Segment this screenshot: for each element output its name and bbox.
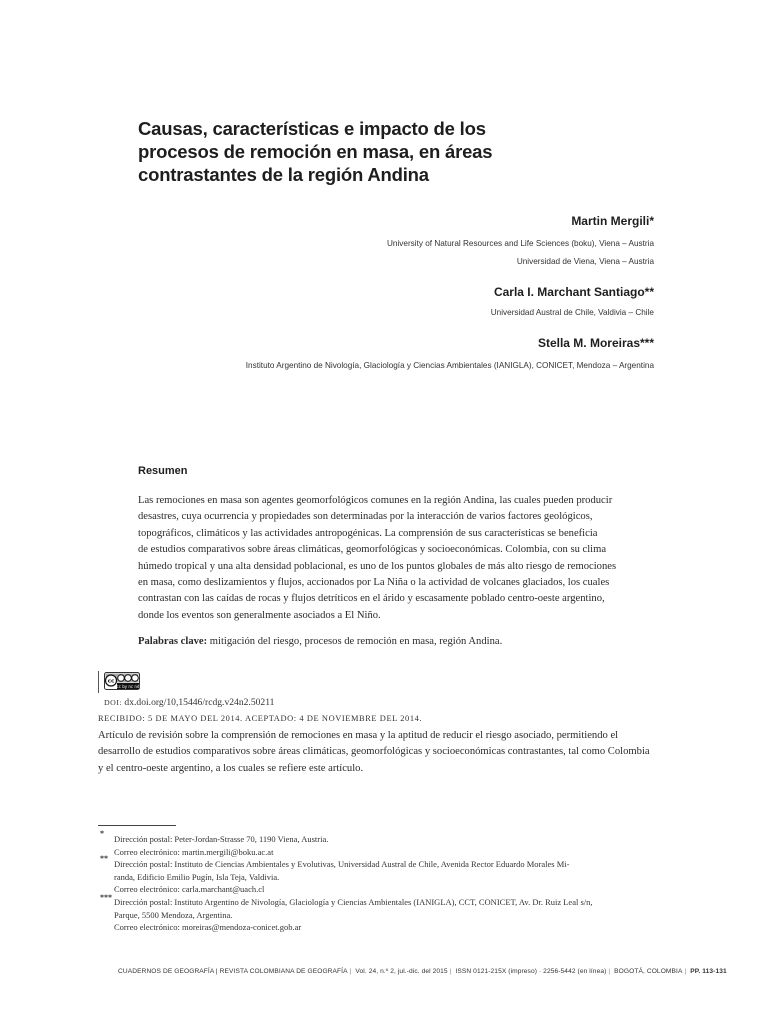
abstract-line: de estudios comparativos sobre áreas climáticas, geomorfológicas y socioeconómicas. Colombia, con su clima	[138, 544, 607, 556]
doi-value[interactable]: dx.doi.org/10,15446/rcdg.v24n2.50211	[122, 697, 275, 708]
author-name: Martin Mergili*	[571, 214, 654, 228]
author-affiliation: Universidad Austral de Chile, Valdivia – Chile	[490, 308, 654, 317]
abstract-line: topográficos, climáticos y las actividades antropogénicas. La comprensión de sus características se beneficia	[138, 527, 598, 539]
keywords	[138, 636, 502, 647]
author-name: Stella M. Moreiras***	[537, 336, 654, 350]
creative-commons-icon[interactable]	[104, 672, 140, 690]
footer-volume: Vol. 24, n.º 2, jul.-dic. del 2015	[355, 968, 448, 975]
journal-footer: CUADERNOS DE GEOGRAFÍA | REVISTA COLOMBIANA DE GEOGRAFÍA | Vol. 24, n.º 2, jul.-dic. del 2015 | ISSN 0121-215X (impreso) · 2256-5442 (en línea) | BOGOTÁ, COLOMBIA | PP. 113-131	[118, 968, 727, 975]
section-heading: Resumen	[138, 465, 188, 477]
doi-label: DOI:	[104, 698, 123, 707]
footer-issn: ISSN 0121-215X (impreso) · 2256-5442 (en línea)	[455, 968, 607, 975]
footnote-line: Correo electrónico: martin.mergili@boku.ac.at	[114, 846, 274, 857]
title-line: contrastantes de la región Andina	[138, 164, 429, 185]
author-name: Carla I. Marchant Santiago**	[493, 285, 654, 299]
author-affiliation: University of Natural Resources and Life Sciences (boku), Viena – Austria	[387, 239, 654, 248]
footnote-line: Correo electrónico: moreiras@mendoza-conicet.gob.ar	[114, 922, 302, 933]
abstract-line: húmedo tropical y una alta densidad poblacional, es uno de los puntos globales de más alto riesgo de remociones	[138, 560, 617, 572]
article-type	[98, 728, 698, 777]
footnote-line: Dirección postal: Instituto Argentino de Nivología, Glaciología y Ciencias Ambientales (IANIGLA), CCT, CONICET, Av. Dr. Ruiz Leal s/n,	[114, 897, 593, 907]
footnote-mark: *	[100, 829, 104, 838]
footnote	[114, 896, 593, 934]
footnote-line: Dirección postal: Instituto de Ciencias Ambientales y Evolutivas, Universidad Austral de Chile, Avenida Rector Eduardo Morales Mi-	[114, 859, 570, 869]
footnote-rule	[98, 825, 176, 826]
footer-city: BOGOTÁ, COLOMBIA	[614, 968, 683, 975]
license-divider	[98, 671, 99, 693]
received-dates: RECIBIDO: 5 DE MAYO DEL 2014. ACEPTADO: 4 DE NOVIEMBRE DEL 2014.	[98, 714, 423, 723]
title-line: Causas, características e impacto de los	[138, 118, 486, 139]
article-line: Artículo de revisión sobre la comprensión de remociones en masa y la aptitud de reducir el riesgo asociado, permitiendo el	[98, 730, 619, 741]
keywords-label: Palabras clave:	[138, 636, 208, 647]
abstract-line: en masa, como deslizamientos y flujos, accionados por La Niña o la actividad de volcanes glaciados, los cuales	[138, 577, 610, 589]
footnote-line: randa, Edificio Emilio Pugín, Isla Teja, Valdivia.	[114, 871, 280, 882]
footnote-line: Correo electrónico: carla.marchant@uach.cl	[114, 884, 265, 895]
svg-text:cc by nc nd: cc by nc nd	[116, 683, 140, 689]
footnote	[114, 858, 569, 896]
abstract-line: desastres, cuya ocurrencia y propiedades son determinadas por la interacción de varios factores geológicos,	[138, 511, 593, 523]
article-line: desarrollo de estudios comparativos sobre áreas climáticas, geomorfológicas y socioeconómicas contrastantes, tal como Colombia	[98, 746, 650, 758]
title-line: procesos de remoción en masa, en áreas	[138, 141, 493, 162]
abstract-line: donde los eventos son generalmente asociados a El Niño.	[138, 609, 381, 621]
footnote-mark: ***	[100, 893, 112, 902]
abstract-line: Las remociones en masa son agentes geomorfológicos comunes en la región Andina, las cuales pueden producir	[138, 495, 613, 506]
svg-text:cc: cc	[107, 678, 115, 685]
author-affiliation: Universidad de Viena, Viena – Austria	[516, 257, 654, 266]
abstract-body	[138, 493, 656, 624]
keywords-text: mitigación del riesgo, procesos de remoción en masa, región Andina.	[207, 636, 503, 647]
footnote-line: Parque, 5500 Mendoza, Argentina.	[114, 909, 233, 920]
abstract-line: contrastan con las caídas de rocas y flujos detríticos en el árido y escasamente poblado centro-oeste argentino,	[138, 593, 605, 605]
footer-journal: CUADERNOS DE GEOGRAFÍA | REVISTA COLOMBIANA DE GEOGRAFÍA	[118, 968, 348, 975]
footnote-mark: **	[100, 854, 108, 863]
doi[interactable]	[104, 697, 274, 708]
footnote	[114, 833, 328, 858]
footer-pages: PP. 113-131	[690, 968, 727, 975]
article-title	[138, 117, 558, 186]
article-line: y el centro-oeste argentino, a los cuales se refiere este artículo.	[98, 762, 364, 774]
footnote-line: Dirección postal: Peter-Jordan-Strasse 70, 1190 Viena, Austria.	[114, 834, 329, 844]
author-affiliation: Instituto Argentino de Nivología, Glaciología y Ciencias Ambientales (IANIGLA), CONICET, Mendoza – Argentina	[245, 361, 654, 370]
